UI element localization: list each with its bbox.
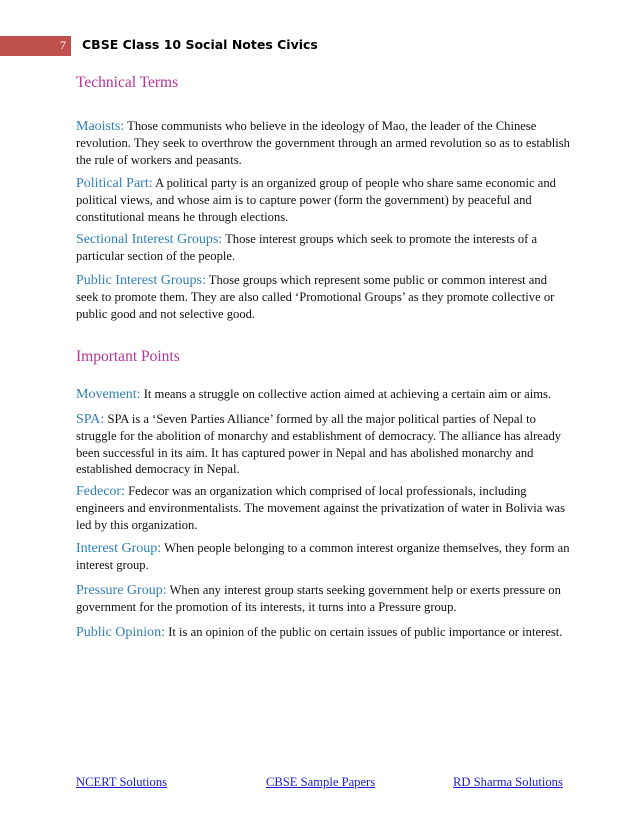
term-definition: When any interest group starts seeking government help or exerts pressure on government for the promotion of its interests, it turns into a Pressure group. [76,583,561,615]
term-label: Movement: [76,387,141,402]
term-label: Fedecor: [76,484,125,499]
term-paragraph [76,175,571,225]
term-definition: A political party is an organized group of people who share same economic and political views, and whose aim is to capture power (form the government) by peaceful and constitutional means he through elections. [76,176,556,224]
term-label: Public Opinion: [76,625,166,640]
term-definition: Those interest groups which seek to promote the interests of a particular section of the people. [76,232,538,264]
page-number: 7 [60,38,66,52]
footer-link-rd-sharma-solutions[interactable]: RD Sharma Solutions [453,775,563,789]
point-paragraph [76,540,571,574]
point-paragraph [76,386,571,403]
term-definition: It means a struggle on collective action aimed at achieving a certain aim or aims. [140,387,552,401]
heading-important-points: Important Points [76,348,180,365]
point-paragraph [76,582,571,616]
point-paragraph [76,624,571,641]
term-paragraph [76,272,571,322]
term-label: Interest Group: [76,541,162,556]
term-definition: Those communists who believe in the ideology of Mao, the leader of the Chinese revolution. They seek to overthrow the government through an armed revolution so as to establish the rule of workers and peasants. [76,119,570,167]
term-paragraph [76,231,571,265]
footer-link-cbse-sample-papers[interactable]: CBSE Sample Papers [266,775,376,789]
term-label: Pressure Group: [76,583,167,598]
point-paragraph [76,411,571,478]
page-number-bar [0,36,71,56]
term-paragraph [76,118,571,168]
term-label: SPA: [76,412,105,427]
term-definition: SPA is a ‘Seven Parties Alliance’ formed by all the major political parties of Nepal to struggle for the abolition of monarchy and establishment of democracy. The alliance has already been successful in its aim. It has captured power in Nepal and has abolished monarchy and established democracy in Nepal. [76,412,562,477]
term-definition: It is an opinion of the public on certain issues of public importance or interest. [165,625,563,639]
term-definition: Those groups which represent some public or common interest and seek to promote them. They are also called ‘Promotional Groups’ as they promote collective or public good and not selective good. [76,273,555,321]
point-paragraph [76,483,571,533]
term-label: Public Interest Groups: [76,273,206,288]
document-title: CBSE Class 10 Social Notes Civics [82,37,318,52]
term-definition: When people belonging to a common interest organize themselves, they form an interest group. [76,541,570,573]
term-label: Political Part: [76,176,153,191]
term-label: Sectional Interest Groups: [76,232,223,247]
footer-link-ncert-solutions[interactable]: NCERT Solutions [76,775,168,789]
term-definition: Fedecor was an organization which comprised of local professionals, including engineers and environmentalists. The movement against the privatization of water in Bolivia was led by this organization. [76,484,566,532]
heading-technical-terms: Technical Terms [76,74,179,91]
term-label: Maoists: [76,119,125,134]
page-header [0,36,638,58]
